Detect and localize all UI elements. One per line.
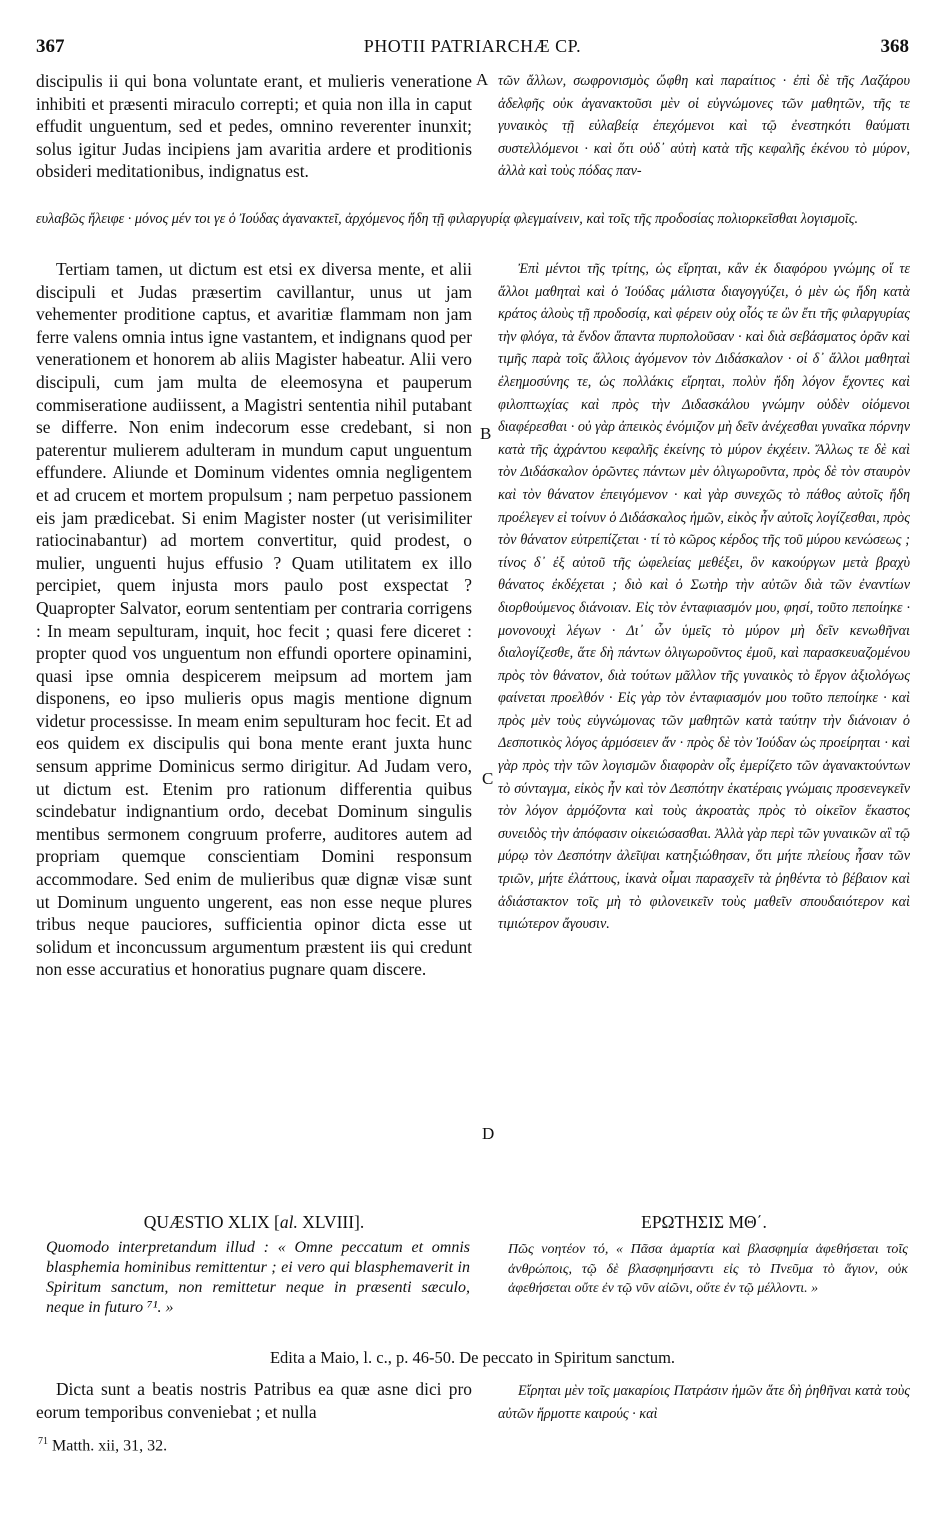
greek-question-text: Πῶς νοητέον τό, « Πᾶσα ἁμαρτία καὶ βλασφημία ἀφεθήσεται τοῖς ἀνθρώποις, τῷ δὲ βλασφημήσαντι εἰς τὸ Πνεῦμα τὸ ἅγιον, οὐκ ἀφεθήσεται οὔτε ἐν τῷ νῦν αἰῶνι, οὔτε ἐν τῷ μέλλοντι. » (508, 1242, 908, 1296)
margin-marker-a: A (476, 70, 489, 89)
page-number-right: 368 (880, 36, 909, 57)
bottom-greek-text (498, 1380, 910, 1428)
main-latin-paragraph: Tertiam tamen, ut dictum est etsi ex diversa mente, et alii discipuli et Judas præsertim cavillantur, unus ut jam vehementer proditione captus, et avaritiæ flammam non jam ferre valens omnia intus igne vastantem, et indignans quod per venerationem et honorem ab aliis Magister habeatur. Alii vero discipuli, cum jam multa de eleemosyna et pauperum commiseratione audiissent, a Magistri sententia nihil putabant se differre. Non enim indecorum esse credebant, si non paterentur mulierem adulteram in mundum caput unguentum effundere. Aliunde et Dominum videntes omnia negligentem et ad crucem et mortem propulsum ; nam perpetuo passionem eis jam prædicebat. Si enim Magister noster (ut verisimiliter ratiocinabantur) ad mortem convertitur, quid prodest, o mulier, unguenti hujus effusio ? Quam utilitatem ex illo percipiet, quem injusta mors paulo post exspectat ? Quapropter Salvator, eorum sententiam per contraria corrigens : In meam sepulturam, inquit, hoc fecit ; quasi fere diceret : propter quod vos unguentum non effundi oportere opinamini, quasi ipse omnia despicerem meipsum ad mortem jam disponens, eo ipso mulieris opus magis mentione dignum videtur processisse. In meam enim sepulturam hoc fecit. Et ad eos quidem ex discipulis qui bona mente erant juxta hunc sensum apprime Dominicus sermo dirigitur. Ad Judam vero, ut dictum est. Etenim pro rationum differentia quibus scindebatur indignantium ordo, decebat Dominum singulis mentibus sermonem congruum proferre, auditores autem ad propriam quemque conscientiam Domini responsum accommodare. Sed enim de mulieribus quæ dignæ visæ sunt ut Dominum unguento ungerent, eas non esse neque plures tribus neque pauciores, sufficientia opinor dicta esse ut solidum et inconcussum argumentum præstent iis qui credunt non esse accuratius et honoratius pugnare quam discere. (36, 259, 472, 980)
footnote (38, 1436, 167, 1455)
latin-question-title-start: QUÆSTIO XLIX [ (143, 1212, 280, 1232)
bottom-latin-paragraph: Dicta sunt a beatis nostris Patribus ea quæ asne dici pro eorum temporibus conveniebat ; et nulla (36, 1379, 472, 1422)
top-greek-paragraph: τῶν ἄλλων, σωφρονισμὸς ὤφθη καὶ παραίτιος · ἐπὶ δὲ τῆς Λαζάρου ἀδελφῆς οὐκ ἀγανακτοῦσι μὲν οἱ εὐγνώμονες τῶν μαθητῶν, τῆς τε γυναικὸς τῇ εὐλαβείᾳ ἐπεχόμενοι καὶ τῷ ἐνεστηκότι θαύματι συστελλόμενοι · καὶ ὅτι οὐδ᾽ αὐτὴ κατὰ τῆς κεφαλῆς ἐκένου τὸ μύρον, ἀλλὰ καὶ τοὺς πόδας παν- (498, 73, 910, 180)
main-greek-paragraph: Ἐπὶ μέντοι τῆς τρίτης, ὡς εἴρηται, κἂν ἐκ διαφόρου γνώμης οἵ τε ἄλλοι μαθηταὶ καὶ ὁ Ἰούδας μάλιστα διαγογγύζει, ὁ μὲν ὡς ἤδη κατὰ κράτος ἁλοὺς τῇ προδοσίᾳ, καὶ φέρειν οὐχ οἷός τε ὢν ἔτι τῆς φιλαργυρίας τὴν φλόγα, τὰ ἔνδον ἅπαντα πυρπολοῦσαν · καὶ διὰ σεβάσματος ὁρᾶν καὶ τιμῆς παρὰ τοῖς ἄλλοις ἀγόμενον τὸν Διδάσκαλον · οἱ δ᾽ ἄλλοι μαθηταὶ ἐλεημοσύνης τε, ὡς πολλάκις εἴρηται, πολὺν ἤδη λόγον ἔχοντες καὶ φιλοπτωχίας καὶ πρὸς τὴν Διδασκάλου γνώμην οὐδὲν οἰόμενοι διαφέρεσθαι · οὐ γὰρ ἀπεικὸς ἐνόμιζον μὴ δεῖν ἀνέχεσθαι γυναῖκα πόρνην κατὰ τῆς ἀχράντου κεφαλῆς ἐκείνης τὸ μύρον ἐκχέειν. Ἄλλως τε δὲ καὶ τὸν Διδάσκαλον ὁρῶντες πάντων μὲν ὀλιγωροῦντα, πρὸς δὲ τὸν σταυρὸν καὶ τὸν θάνατον ἐπειγόμενον · καὶ γὰρ συνεχῶς τὸ πάθος αὐτοῖς ἤδη προέλεγεν εἰ τοίνυν ὁ Διδάσκαλος ἡμῶν, εἰκὸς ἦν αὐτοῖς λογίζεσθαι, πρὸς τὸν θάνατον εὐτρεπίζεται · τί τὸ κῶρος κέρδος τῆς τοῦ μύρου κενώσεως ; τίνος δ᾽ ἐξ αὐτοῦ τῆς ὠφελείας μεθέξει, ὃν κακούργων μετὰ βραχὺ θάνατος ἐκδέχεται ; διὸ καὶ ὁ Σωτὴρ τὴν αὐτῶν διὰ τῶν ἐναντίων διορθούμενος διάνοιαν. Εἰς τὸν ἐνταφιασμόν μου, φησί, τοῦτο πεποίηκε · μονονουχὶ λέγων · Δι᾽ ὧν ὑμεῖς τὸ μύρον μὴ δεῖν κενωθῆναι διαλογίζεσθε, ἅτε δὴ πάντων ὀλιγωροῦντος ἐμοῦ, καὶ παρασκευαζομένου πρὸς τὸν θάνατον, διὰ τούτων μᾶλλον τῆς γυναικὸς τὸ ἔργον ἀξιολόγως φαίνεται προελθόν · Εἰς γὰρ τὸν ἐνταφιασμόν μου τοῦτο πεποίηκε · καὶ πρὸς μὲν τοὺς εὐγνώμονας τῶν μαθητῶν κατὰ ταύτην τὴν διάνοιαν ὁ Δεσποτικὸς λόγος ἁρμόσειεν ἄν · πρὸς δὲ τὸν Ἰούδαν ὡς προείρηται · καὶ γὰρ πρὸς τὴν τῶν λογισμῶν διαφορὰν οἷς ἐμερίζετο τῶν ἀγανακτούντων τὸ σύνταγμα, εἰκὸς ἦν καὶ τὸν Δεσπότην ἑκατέραις γνώμαις προσενεγκεῖν τὸν λόγον ἁρμόζοντα καὶ τοὺς ἀκροατὰς πρὸς τὸ οἰκεῖον ἕκαστος συνειδὸς τὴν ἀπόφασιν οἰκειώσασθαι. Ἀλλὰ γὰρ περὶ τῶν γυναικῶν αἳ τῷ μύρῳ τὸν Δεσπότην ἀλεῖψαι κατηξιώθησαν, ὅτι μήτε πλείους ἦσαν τῶν τριῶν, μήτε ἐλάττους, ἱκανὰ οἶμαι παρασχεῖν τὰ ῥηθέντα τὸ βέβαιον καὶ ἀδιάστακτον τοῖς μὴ τὸ φιλονεικεῖν τοὺς μαθεῖν σπουδαιότερον καὶ τιμιώτερον ἄγουσιν. (498, 261, 910, 933)
page-number-left: 367 (36, 36, 65, 57)
edition-note: Edita a Maio, l. c., p. 46-50. De peccato in Spiritum sanctum. (269, 1348, 676, 1367)
bottom-latin-text (36, 1378, 472, 1426)
running-title: PHOTII PATRIARCHÆ CP. (363, 36, 582, 56)
bottom-greek-paragraph: Εἴρηται μὲν τοῖς μακαρίοις Πατράσιν ἡμῶν ἅτε δὴ ῥηθῆναι κατὰ τοὺς αὐτῶν ἥρμοττε καιρούς · καὶ (498, 1383, 910, 1422)
latin-question-title-al: al. (279, 1212, 298, 1232)
top-greek-text (498, 70, 910, 208)
footnote-text: Matth. xii, 31, 32. (48, 1437, 168, 1455)
latin-question-title-end: XLVIII]. (297, 1212, 365, 1232)
top-latin-text (36, 70, 472, 208)
top-latin-paragraph: discipulis ii qui bona voluntate erant, et mulieris veneratione inhibiti et præsenti miraculo correpti; et quia non illa in caput effudit unguentum, sed et pedes, omnino reverenter inunxit; solus igitur Judas incipiens jam avaritia ardere et proditionis obsideri meditationibus, indignatus est. (36, 71, 472, 182)
latin-question-title (36, 1212, 472, 1233)
latin-question-text: Quomodo interpretandum illud : « Omne peccatum et omnis blasphemia hominibus remittentur ; ei vero qui blasphemaverit in Spiritum sanctum, non remittetur neque in præsenti sæculo, neque in futuro ⁷¹. » (46, 1239, 470, 1316)
full-width-greek-paragraph: ευλαβῶς ἤλειφε · μόνος μέν τοι γε ὁ Ἰούδας ἀγανακτεῖ, ἀρχόμενος ἤδη τῇ φιλαργυρίᾳ φλεγμαίνειν, καὶ τοῖς τῆς προδοσίας πολιορκεῖσθαι λογισμοῖς. (36, 211, 859, 227)
main-greek-column (498, 258, 910, 1206)
greek-question-title: ΕΡΩΤΗΣΙΣ ΜΘ΄. (641, 1212, 767, 1232)
margin-marker-c: C (482, 769, 494, 788)
full-width-greek (36, 208, 910, 254)
page-header (36, 36, 909, 62)
margin-marker-d: D (482, 1124, 495, 1143)
main-latin-column (36, 258, 472, 1158)
footnote-number: 71 (38, 1436, 48, 1447)
margin-marker-b: B (480, 424, 492, 443)
